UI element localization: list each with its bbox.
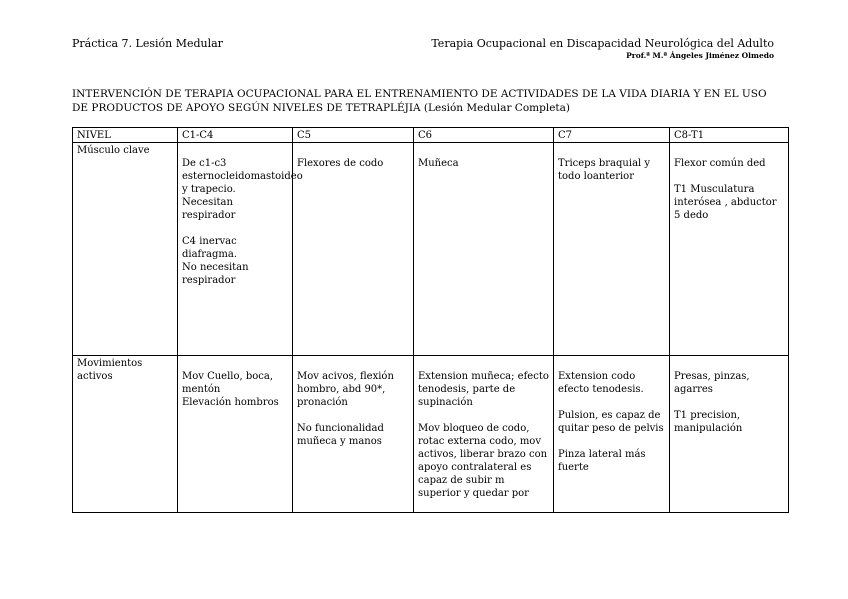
professor-name: Prof.ª M.ª Ángeles Jiménez Olmedo — [626, 51, 774, 60]
column-header-c6: C6 — [414, 128, 554, 143]
column-header-c5: C5 — [293, 128, 414, 143]
column-header-nivel: NIVEL — [73, 128, 178, 143]
document-title: INTERVENCIÓN DE TERAPIA OCUPACIONAL PARA EL ENTRENAMIENTO DE ACTIVIDADES DE LA VIDA DIARIA Y EN EL USO DE PRODUCTOS DE APOYO SEGÚN NIVELES DE TETRAPLÉJIA (Lesión Medular Completa) — [72, 88, 767, 114]
column-header-c8-t1: C8-T1 — [670, 128, 789, 143]
table-cell: Flexores de codo — [293, 143, 414, 356]
table-row — [73, 143, 789, 356]
table-cell: Muñeca — [414, 143, 554, 356]
table-cell: Mov Cuello, boca, mentón Elevación hombros — [178, 356, 293, 513]
header-course — [431, 37, 774, 60]
column-header-c7: C7 — [554, 128, 670, 143]
levels-table — [72, 127, 789, 513]
table-cell: Extension codo efecto tenodesis. Pulsion, es capaz de quitar peso de pelvis Pinza lateral más fuerte — [554, 356, 670, 513]
row-label-musculo-clave: Músculo clave — [73, 143, 178, 356]
table-header-row — [73, 128, 789, 143]
table-row — [73, 356, 789, 513]
table-cell: Extension muñeca; efecto tenodesis, parte de supinación Mov bloqueo de codo, rotac externa codo, mov activos, liberar brazo con apoyo contralateral es capaz de subir m superior y quedar por — [414, 356, 554, 513]
course-name: Terapia Ocupacional en Discapacidad Neurológica del Adulto — [431, 37, 774, 50]
table-cell: De c1-c3 esternocleidomastoideo y trapecio. Necesitan respirador C4 inervac diafragma. No necesitan respirador — [178, 143, 293, 356]
column-header-c1-c4: C1-C4 — [178, 128, 293, 143]
table-cell: Presas, pinzas, agarres T1 precision, manipulación — [670, 356, 789, 513]
header-practice-title: Práctica 7. Lesión Medular — [72, 37, 223, 50]
table-cell: Flexor común ded T1 Musculatura interósea , abductor 5 dedo — [670, 143, 789, 356]
table-cell: Triceps braquial y todo loanterior — [554, 143, 670, 356]
row-label-movimientos-activos: Movimientos activos — [73, 356, 178, 513]
table-cell: Mov acivos, flexión hombro, abd 90*, pronación No funcionalidad muñeca y manos — [293, 356, 414, 513]
